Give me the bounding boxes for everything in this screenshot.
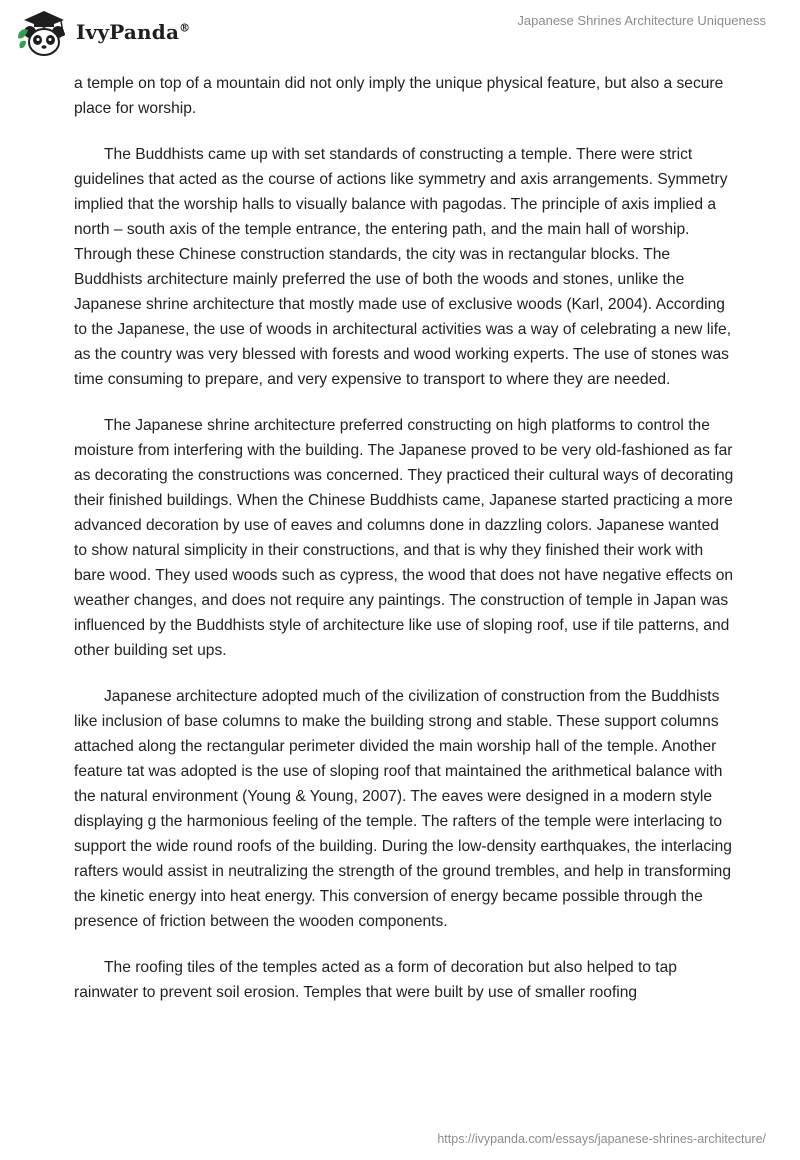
essay-body <box>74 71 734 1026</box>
brand-text: IvyPanda <box>76 20 180 44</box>
document-title: Japanese Shrines Architecture Uniqueness <box>517 13 766 28</box>
brand-name[interactable] <box>76 20 190 44</box>
paragraph: Japanese architecture adopted much of the civilization of construction from the Buddhists like inclusion of base columns to make the building strong and stable. These support columns attached along the rectangular perimeter divided the main worship hall of the temple. Another feature tat was adopted is the use of sloping roof that maintained the arithmetical balance with the natural environment (Young & Young, 2007). The eaves were designed in a modern style displaying g the harmonious feeling of the temple. The rafters of the temple were interlacing to support the wide round roofs of the building. During the low-density earthquakes, the interlacing rafters would assist in neutralizing the strength of the ground trembles, and help in transforming the kinetic energy into heat energy. This conversion of energy became possible through the presence of friction between the wooden components. <box>74 688 732 930</box>
paragraph: The Japanese shrine architecture preferred constructing on high platforms to control the moisture from interfering with the building. The Japanese proved to be very old-fashioned as far as decorating the constructions was concerned. They practiced their cultural ways of decorating their finished buildings. When the Chinese Buddhists came, Japanese started practicing a more advanced decoration by use of eaves and columns done in dazzling colors. Japanese wanted to show natural simplicity in their constructions, and that is why they finished their work with bare wood. They used woods such as cypress, the wood that does not have negative effects on weather changes, and does not require any paintings. The construction of temple in Japan was influenced by the Buddhists style of architecture like use of sloping roof, use if tile patterns, and other building set ups. <box>74 417 734 659</box>
paragraph: a temple on top of a mountain did not only imply the unique physical feature, but also a secure place for worship. <box>74 75 724 117</box>
panda-graduate-icon[interactable] <box>14 8 70 58</box>
paragraph: The roofing tiles of the temples acted as a form of decoration but also helped to tap rainwater to prevent soil erosion. Temples that were built by use of smaller roofing <box>74 959 677 1001</box>
page-header <box>0 0 800 70</box>
source-url[interactable]: https://ivypanda.com/essays/japanese-shrines-architecture/ <box>437 1132 766 1146</box>
registered-mark: ® <box>179 21 191 35</box>
paragraph: The Buddhists came up with set standards of constructing a temple. There were strict guidelines that acted as the course of actions like symmetry and axis arrangements. Symmetry implied that the worship halls to visually balance with pagodas. The principle of axis implied a north – south axis of the temple entrance, the entering path, and the main hall of worship. Through these Chinese construction standards, the city was in rectangular blocks. The Buddhists architecture mainly preferred the use of both the woods and stones, unlike the Japanese shrine architecture that mostly made use of exclusive woods (Karl, 2004). According to the Japanese, the use of woods in architectural activities was a way of celebrating a new life, as the country was very blessed with forests and wood working experts. The use of stones was time consuming to prepare, and very expensive to transport to where they are needed. <box>74 146 732 388</box>
